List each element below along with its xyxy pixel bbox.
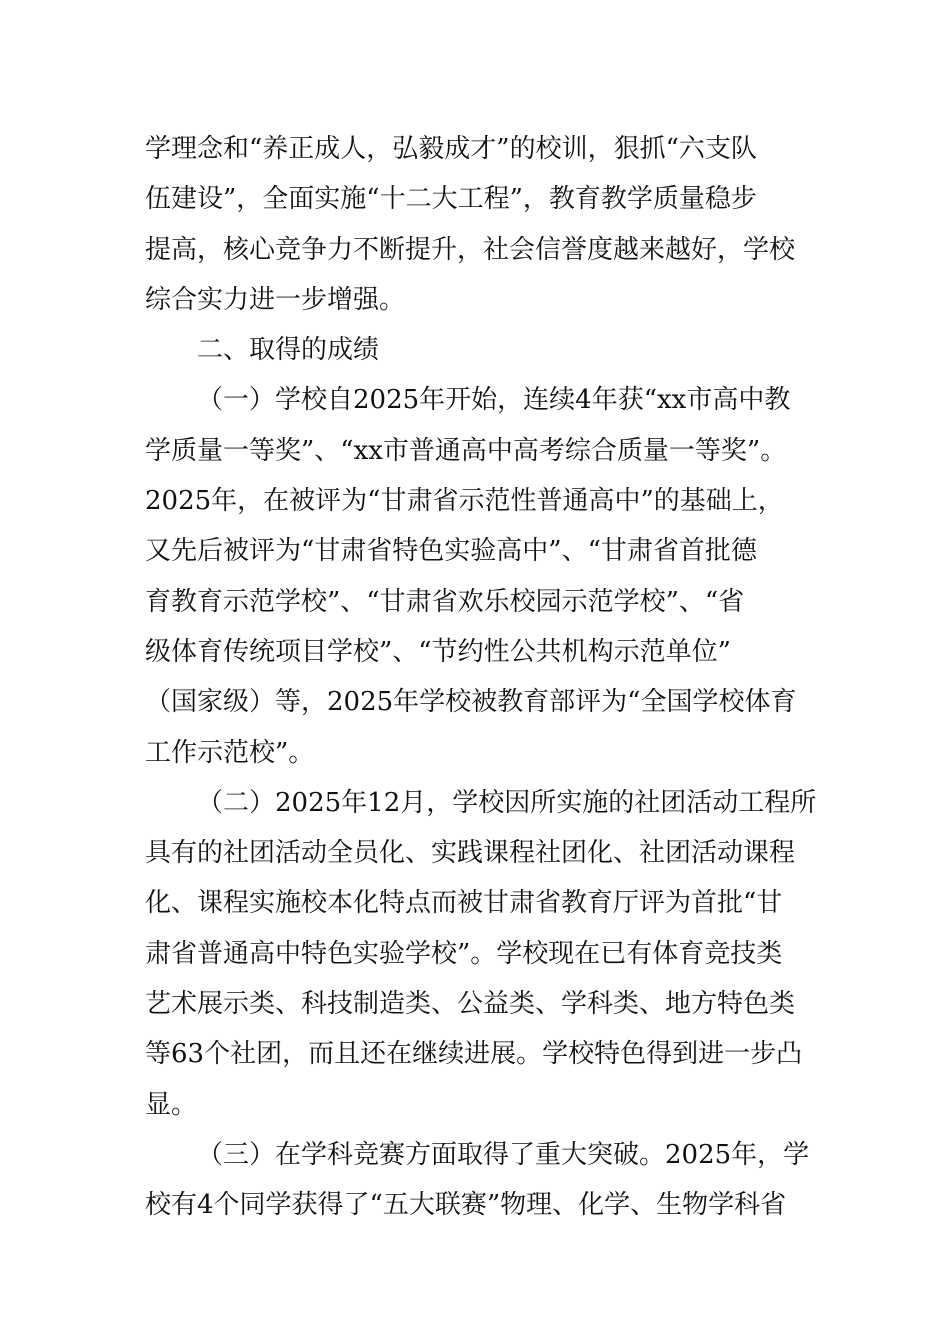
text-line: 学质量一等奖”、“xx市普通高中高考综合质量一等奖”。 — [145, 435, 787, 466]
text-line: 综合实力进一步增强。 — [145, 284, 406, 315]
text-line: 提高，核心竞争力不断提升，社会信誉度越来越好，学校 — [145, 234, 796, 265]
text-line: 具有的社团活动全员化、实践课程社团化、社团活动课程 — [145, 838, 796, 869]
text-line: 二、取得的成绩 — [197, 335, 380, 366]
text-line: 学理念和“养正成人，弘毅成才”的校训，狠抓“六支队 — [145, 134, 757, 164]
text-line: （国家级）等，2025年学校被教育部评为“全国学校体育 — [145, 687, 797, 718]
text-line: （三）在学科竞赛方面取得了重大突破。2025年，学 — [197, 1139, 810, 1170]
text-line: 育教育示范学校”、“甘肃省欢乐校园示范学校”、“省 — [145, 586, 745, 617]
text-line: 又先后被评为“甘肃省特色实验高中”、“甘肃省首批德 — [145, 536, 757, 567]
text-line: 等63个社团，而且还在继续进展。学校特色得到进一步凸 — [145, 1039, 803, 1070]
text-line: 级体育传统项目学校”、“节约性公共机构示范单位” — [145, 636, 731, 667]
text-line: （二）2025年12月，学校因所实施的社团活动工程所 — [197, 787, 817, 818]
text-line: 校有4个同学获得了“五大联赛”物理、化学、生物学科省 — [145, 1190, 787, 1221]
text-line: 肃省普通高中特色实验学校”。学校现在已有体育竞技类 — [145, 938, 783, 969]
text-line: 显。 — [145, 1089, 198, 1120]
text-line: 化、课程实施校本化特点而被甘肃省教育厅评为首批“甘 — [145, 888, 783, 919]
text-line: 工作示范校”。 — [145, 737, 315, 768]
text-line: 艺术展示类、科技制造类、公益类、学科类、地方特色类 — [145, 989, 796, 1020]
text-line: （一）学校自2025年开始，连续4年获“xx市高中教 — [197, 385, 791, 416]
document-body — [145, 124, 825, 1231]
text-line: 2025年，在被评为“甘肃省示范性普通高中”的基础上， — [145, 486, 784, 517]
text-line: 伍建设”，全面实施“十二大工程”，教育教学质量稳步 — [145, 184, 757, 215]
